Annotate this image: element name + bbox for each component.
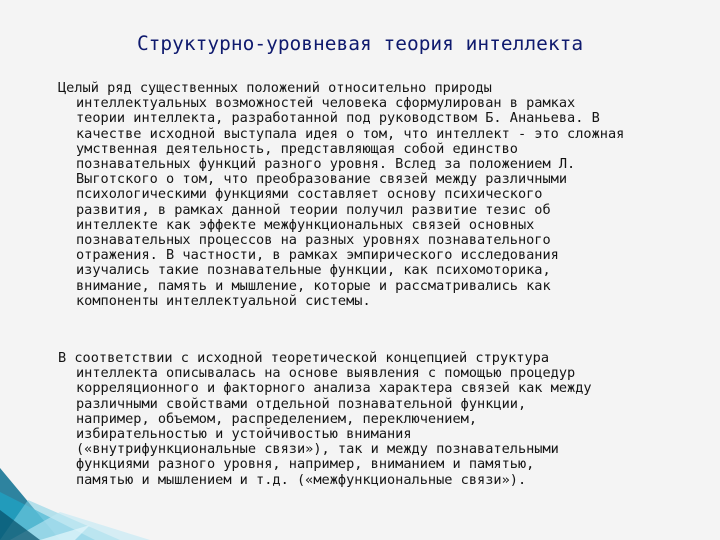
paragraph-line: избирательностью и устойчивостью внимания <box>76 426 412 443</box>
paragraph-line: например, объемом, распределением, переключением, <box>76 410 478 427</box>
paragraph-line: («внутрифункциональные связи»), так и между познавательными <box>76 441 559 458</box>
paragraph-line: теории интеллекта, разработанной под руководством Б. Ананьева. В <box>76 110 600 127</box>
paragraph-line: развития, в рамках данной теории получил развитие тезис об <box>76 201 551 218</box>
paragraph-line: психологическими функциями составляет основу психического <box>76 186 543 203</box>
paragraph-line: внимание, память и мышление, которые и рассматривались как <box>76 277 551 294</box>
paragraph-line: компоненты интеллектуальной системы. <box>76 292 371 309</box>
paragraph-line: познавательных процессов на разных уровнях познавательного <box>76 232 551 249</box>
paragraph-line: памятью и мышлением и т.д. («межфункциональные связи»). <box>76 471 527 488</box>
paragraph-line: изучались такие познавательные функции, как психомоторика, <box>76 262 551 279</box>
paragraph-line: Выготского о том, что преобразование связей между различными <box>76 171 568 188</box>
paragraph-line: различными свойствами отдельной познавательной функции, <box>76 395 527 412</box>
paragraph-line: качестве исходной выступала идея о том, что интеллект - это сложная <box>76 125 625 142</box>
paragraph-line: В соответствии с исходной теоретической концепцией структура <box>58 350 550 366</box>
paragraph-line: интеллектуальных возможностей человека сформулирован в рамках <box>76 95 576 112</box>
paragraph-line: умственная деятельность, представляющая собой единство <box>76 140 518 157</box>
paragraph-1 <box>58 81 624 309</box>
paragraph-line: Целый ряд существенных положений относительно природы <box>58 80 492 96</box>
paragraph-line: функциями разного уровня, например, вниманием и памятью, <box>76 456 535 473</box>
paragraph-line: отражения. В частности, в рамках эмпирического исследования <box>76 247 559 264</box>
paragraph-line: корреляционного и факторного анализа характера связей как между <box>76 380 592 397</box>
paragraph-2 <box>58 351 592 488</box>
paragraph-line: интеллекте как эффекте межфункциональных связей основных <box>76 216 535 233</box>
paragraph-line: интеллекта описывалась на основе выявления с помощью процедур <box>76 365 576 382</box>
slide-title: Структурно-уровневая теория интеллекта <box>136 32 584 55</box>
paragraph-line: познавательных функций разного уровня. Вслед за положением Л. <box>76 156 576 173</box>
